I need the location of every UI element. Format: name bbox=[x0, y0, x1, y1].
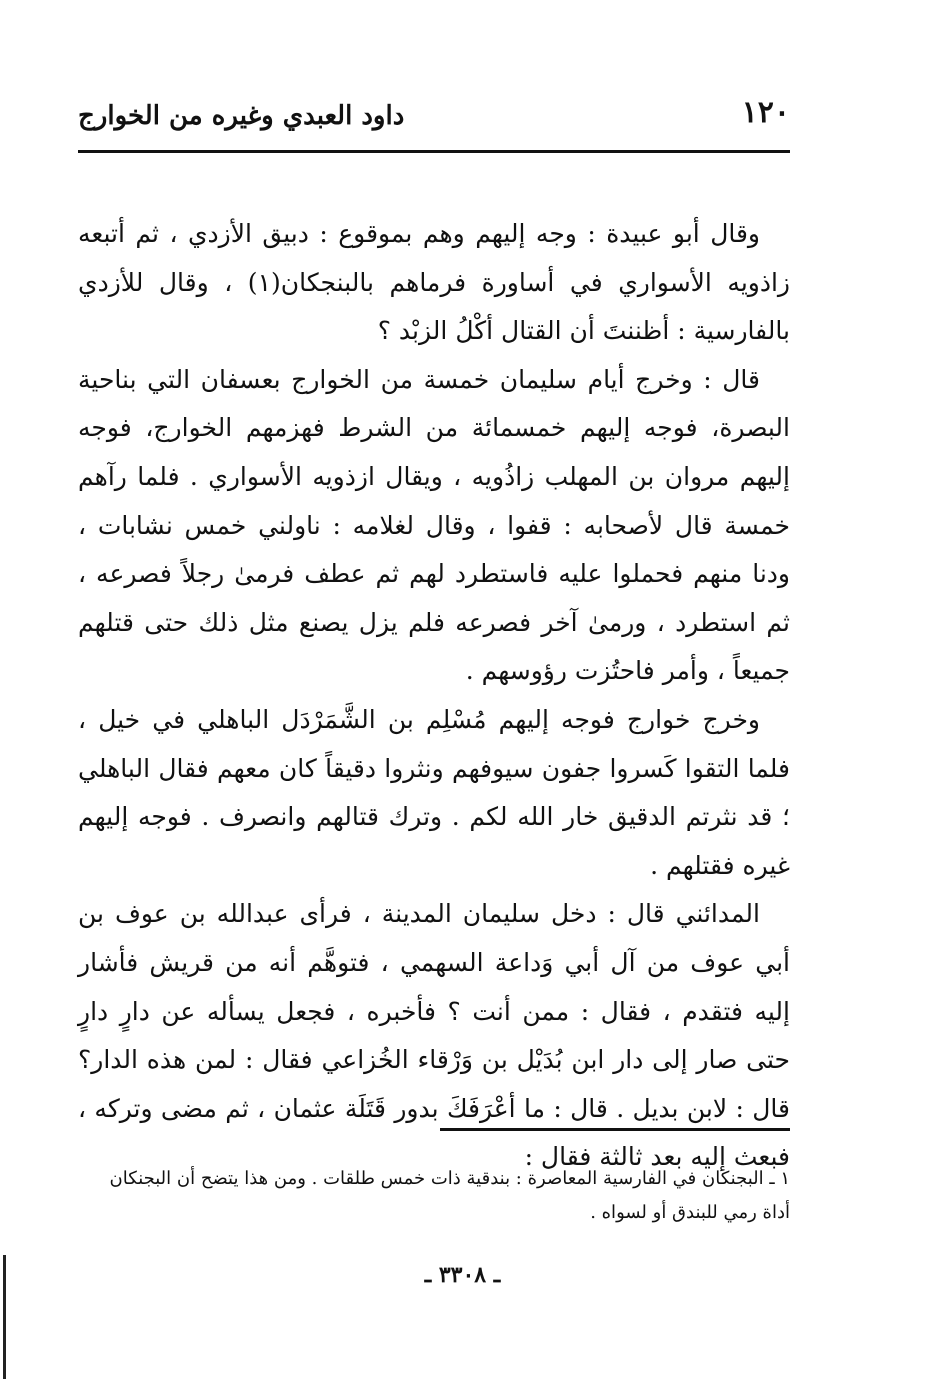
header-title: داود العبدي وغيره من الخوارج bbox=[78, 101, 405, 131]
footnote bbox=[78, 1162, 790, 1230]
footer-page-number: ـ ٣٣٠٨ ـ bbox=[424, 1262, 501, 1288]
header-page-number: ١٢٠ bbox=[741, 95, 790, 130]
footnote-line: ١ ـ البجنكان في الفارسية المعاصرة : بندقية ذات خمس طلقات . ومن هذا يتضح أن البجنكان bbox=[109, 1168, 790, 1189]
paragraph: وقال أبو عبيدة : وجه إليهم وهم بموقوع : دبيق الأزدي ، ثم أتبعه زاذويه الأسواري في أساورة فرماهم بالبنجكان(١) ، وقال للأزدي بالفارسية : أظننتَ أن القتال أكْلُ الزبْد ؟ bbox=[78, 219, 791, 346]
main-text bbox=[78, 210, 790, 1182]
paragraph: المدائني قال : دخل سليمان المدينة ، فرأى عبدالله بن عوف بن أبي عوف من آل أبي وَداعة السهمي ، فتوهَّم أنه من قريش فأشار إليه فتقدم ، فقال : ممن أنت ؟ فأخبره ، فجعل يسأله عن دارٍ دارٍ حتى صار إلى دار ابن بُدَيْل بن وَرْقاء الخُزاعي فقال : لمن هذه الدار؟ قال : لابن بديل . قال : ما أعْرَفَكَ بدور قَتَلَة عثمان ، ثم مضى وتركه ، فبعث إليه بعد ثالثة فقال : bbox=[78, 899, 790, 1172]
footnote-line: أداة رمي للبندق أو لسواه . bbox=[590, 1202, 790, 1223]
paragraph: وخرج خوارج فوجه إليهم مُسْلِم بن الشَّمَرْدَل الباهلي في خيل ، فلما التقوا كَسروا جفون سيوفهم ونثروا دقيقاً كان معهم فقال الباهلي ؛ قد نثرتم الدقيق خار الله لكم . وترك قتالهم وانصرف . فوجه إليهم غيره فقتلهم . bbox=[78, 704, 790, 880]
footnote-divider bbox=[440, 1128, 790, 1131]
page-header bbox=[78, 95, 790, 143]
header-divider bbox=[78, 150, 790, 153]
paragraph: قال : وخرج أيام سليمان خمسة من الخوارج بعسفان التي بناحية البصرة، فوجه إليهم خمسمائة من الشرط فهزمهم الخوارج، فوجه إليهم مروان بن المهلب زاذُويه ، ويقال ازذويه الأسواري . فلما رآهم خمسة قال لأصحابه : قفوا ، وقال لغلامه : ناولني خمس نشابات ، ودنا منهم فحملوا عليه فاستطرد لهم ثم عطف فرمىٰ رجلاً فصرعه ، ثم استطرد ، ورمىٰ آخر فصرعه فلم يزل يصنع مثل ذلك حتى قتلهم جميعاً ، وأمر فاحتُزت رؤوسهم . bbox=[78, 364, 790, 686]
